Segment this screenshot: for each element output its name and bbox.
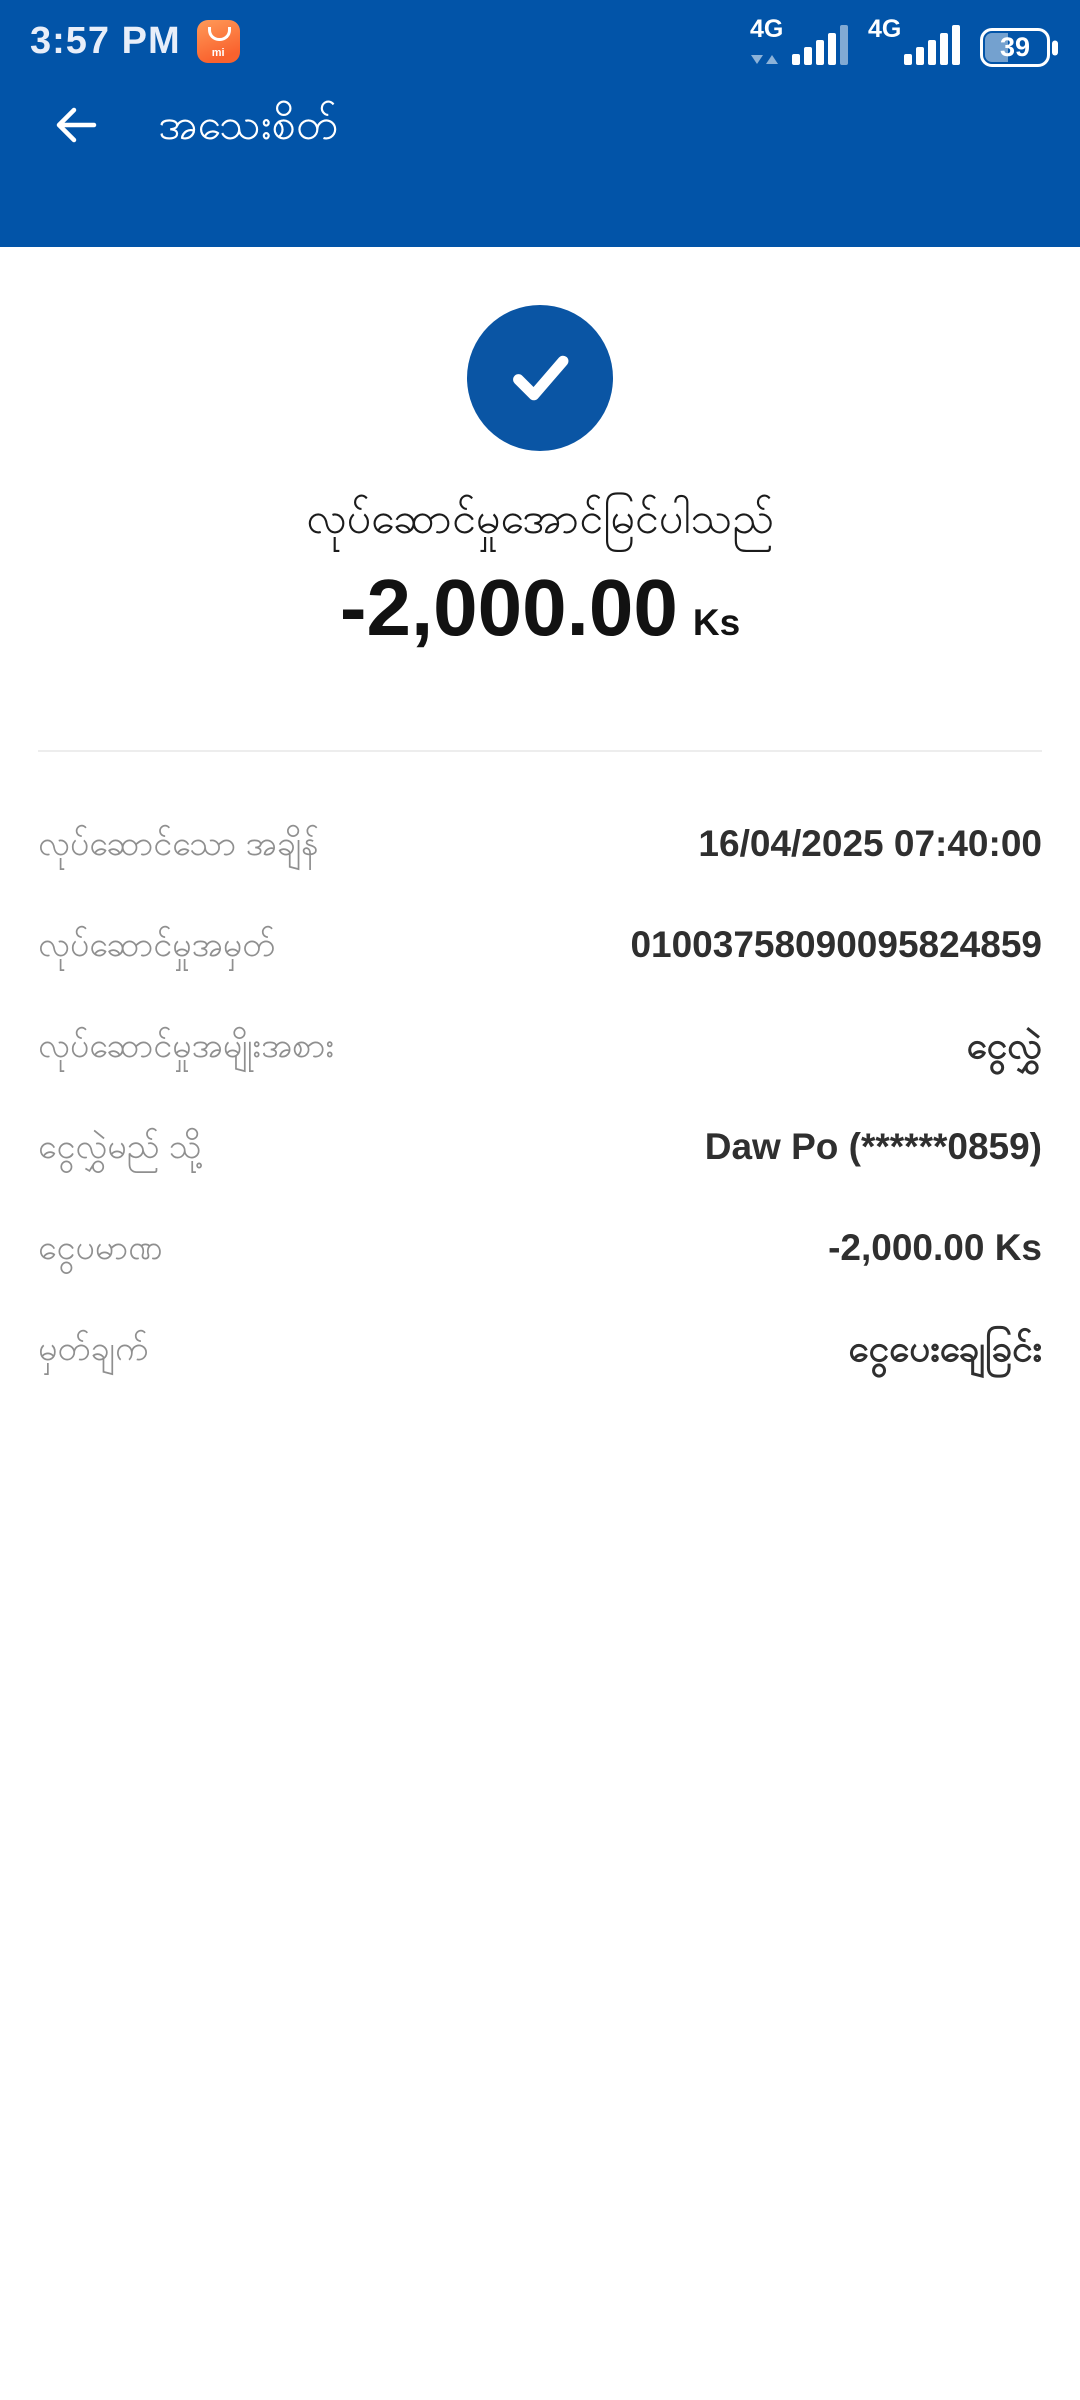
nav-bar [0,66,1080,154]
arrow-left-icon [52,101,100,149]
detail-label: ငွေလွှဲမည် သို့ [38,1127,202,1166]
amount-currency: Ks [692,601,741,643]
back-button[interactable] [50,99,102,151]
data-transfer-arrows-icon [751,55,778,64]
clock-time: 3:57 PM [30,19,181,62]
detail-value: 16/04/2025 07:40:00 [698,823,1042,865]
detail-value: 01003758090095824859 [630,924,1042,966]
detail-label: လုပ်ဆောင်မှုအမျိုးအစား [38,1026,335,1065]
amount-display [0,562,1080,654]
cellular-signal-icon-sim1 [750,15,848,67]
transaction-details-list [0,752,1080,1400]
success-check-icon [467,305,613,451]
detail-value: Daw Po (******0859) [704,1126,1042,1168]
detail-row-transaction-number [38,895,1042,996]
detail-row-note [38,1299,1042,1400]
detail-label: လုပ်ဆောင်သော အချိန် [38,824,319,863]
detail-value: ငွေလွှဲ [966,1025,1042,1067]
detail-value: ငွေပေးချေခြင်း [848,1328,1042,1370]
battery-icon [980,28,1050,67]
detail-label: ငွေပမာဏ [38,1228,163,1267]
detail-label: လုပ်ဆောင်မှုအမှတ် [38,925,276,964]
amount-value: -2,000.00 [339,562,678,652]
signal-bars-icon-sim2 [904,25,960,65]
status-bar-right [750,15,1050,67]
network-type-label-sim1: 4G [750,15,784,43]
app-header [0,0,1080,247]
signal-bars-icon-sim1 [792,25,848,65]
network-type-label-sim2: 4G [868,15,902,43]
battery-percent-label: 39 [999,32,1031,62]
transaction-result-section [0,305,1080,654]
detail-row-transfer-to [38,1097,1042,1198]
cellular-signal-icon-sim2 [868,15,960,67]
mi-store-notification-icon [197,20,240,63]
detail-value: -2,000.00 Ks [828,1227,1042,1269]
detail-row-transaction-time [38,794,1042,895]
status-bar [0,0,1080,66]
detail-row-amount [38,1198,1042,1299]
battery-cap [1052,40,1058,55]
status-message: လုပ်ဆောင်မှုအောင်မြင်ပါသည် [306,495,774,543]
detail-label: မှတ်ချက် [38,1329,149,1368]
status-bar-left [30,20,240,63]
detail-row-transaction-type [38,996,1042,1097]
page-title: အသေးစိတ် [158,101,338,149]
